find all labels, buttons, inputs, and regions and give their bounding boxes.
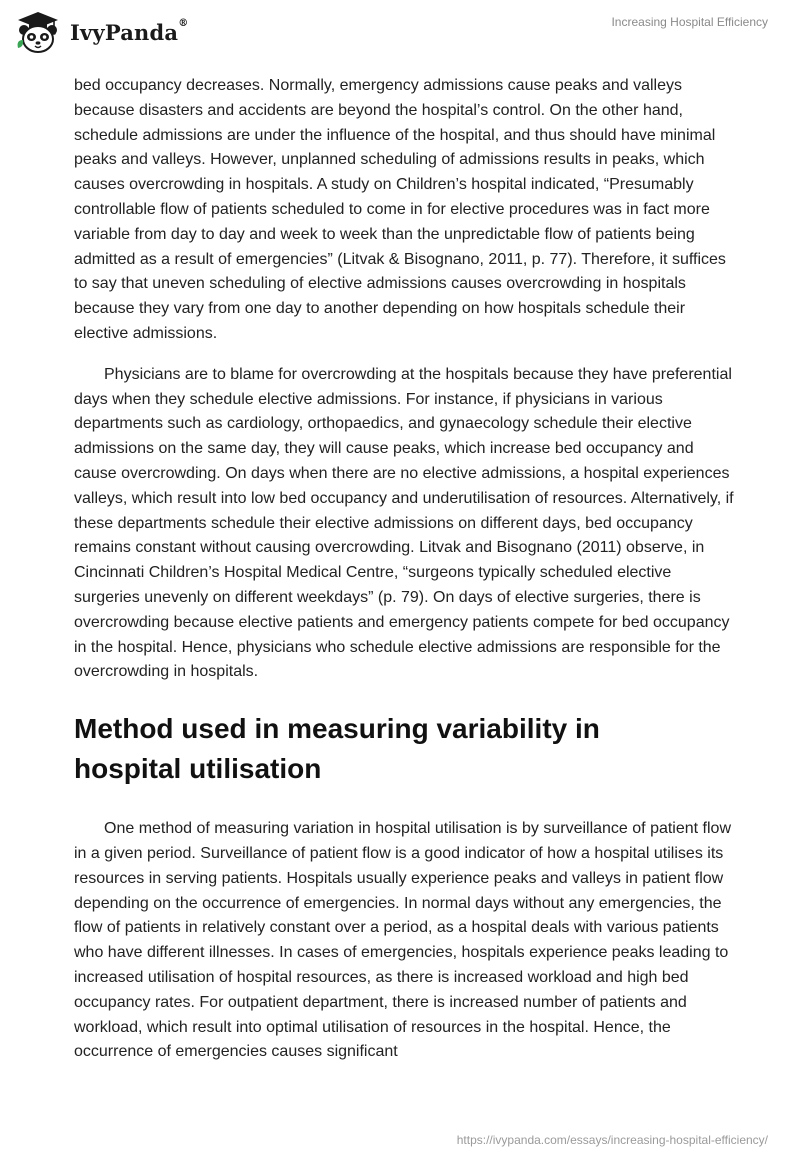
- panda-graduate-icon: [14, 10, 62, 54]
- paragraph: Physicians are to blame for overcrowding at the hospitals because they have preferential days when they schedule elective admissions. For instance, if physicians in various departments such as cardiology, orthopaedics, and gynaecology schedule their elective admissions on the same day, they will cause peaks, which increase bed occupancy and cause overcrowding. On days when there are no elective admissions, a hospital experiences valleys, which result into low bed occupancy and underutilisation of resources. Alternatively, if these departments schedule their elective admissions on different days, bed occupancy remains constant without causing overcrowding. Litvak and Bisognano (2011) observe, in Cincinnati Children’s Hospital Medical Centre, “surgeons typically scheduled elective surgeries unevenly on different weekdays” (p. 79). On days of elective surgeries, there is overcrowding because elective patients and emergency patients compete for bed occupancy in the hospital. Hence, physicians who schedule elective admissions are responsible for the overcrowding in hospitals.: [74, 365, 734, 681]
- paragraph: One method of measuring variation in hospital utilisation is by surveillance of patient flow in a given period. Surveillance of patient flow is a good indicator of how a hospital utilises its resources in serving patients. Hospitals usually experience peaks and valleys in patient flow depending on the occurrence of emergencies. In normal days without any emergencies, the flow of patients in relatively constant over a period, as a hospital deals with various patients who have different illnesses. In cases of emergencies, hospitals experience peaks leading to increased utilisation of hospital resources, as there is increased workload and high bed occupancy rates. For outpatient department, there is increased number of patients and workload, which result into optimal utilisation of resources in the hospital. Hence, the occurrence of emergencies causes significant: [74, 820, 731, 1061]
- brand-name: IvyPanda®: [70, 17, 189, 45]
- ivypanda-logo[interactable]: [14, 10, 188, 54]
- page-header: [0, 0, 800, 62]
- source-url[interactable]: https://ivypanda.com/essays/increasing-hospital-efficiency/: [456, 1133, 768, 1147]
- document-title: Increasing Hospital Efficiency: [611, 15, 768, 29]
- paragraph: bed occupancy decreases. Normally, emergency admissions cause peaks and valleys because disasters and accidents are beyond the hospital’s control. On the other hand, schedule admissions are under the influence of the hospital, and thus should have minimal peaks and valleys. However, unplanned scheduling of admissions results in peaks, which causes overcrowding in hospitals. A study on Children’s hospital indicated, “Presumably controllable flow of patients scheduled to come in for elective procedures was in fact more variable from day to day and week to week than the unpredictable flow of patients being admitted as a result of emergencies” (Litvak & Bisognano, 2011, p. 77). Therefore, it suffices to say that uneven scheduling of elective admissions causes overcrowding in hospitals because they vary from one day to another depending on how hospitals schedule their elective admissions.: [74, 77, 726, 342]
- essay-content: [74, 74, 734, 1065]
- registered-mark: ®: [178, 17, 189, 29]
- section-heading: Method used in measuring variability in hospital utilisation: [74, 713, 600, 785]
